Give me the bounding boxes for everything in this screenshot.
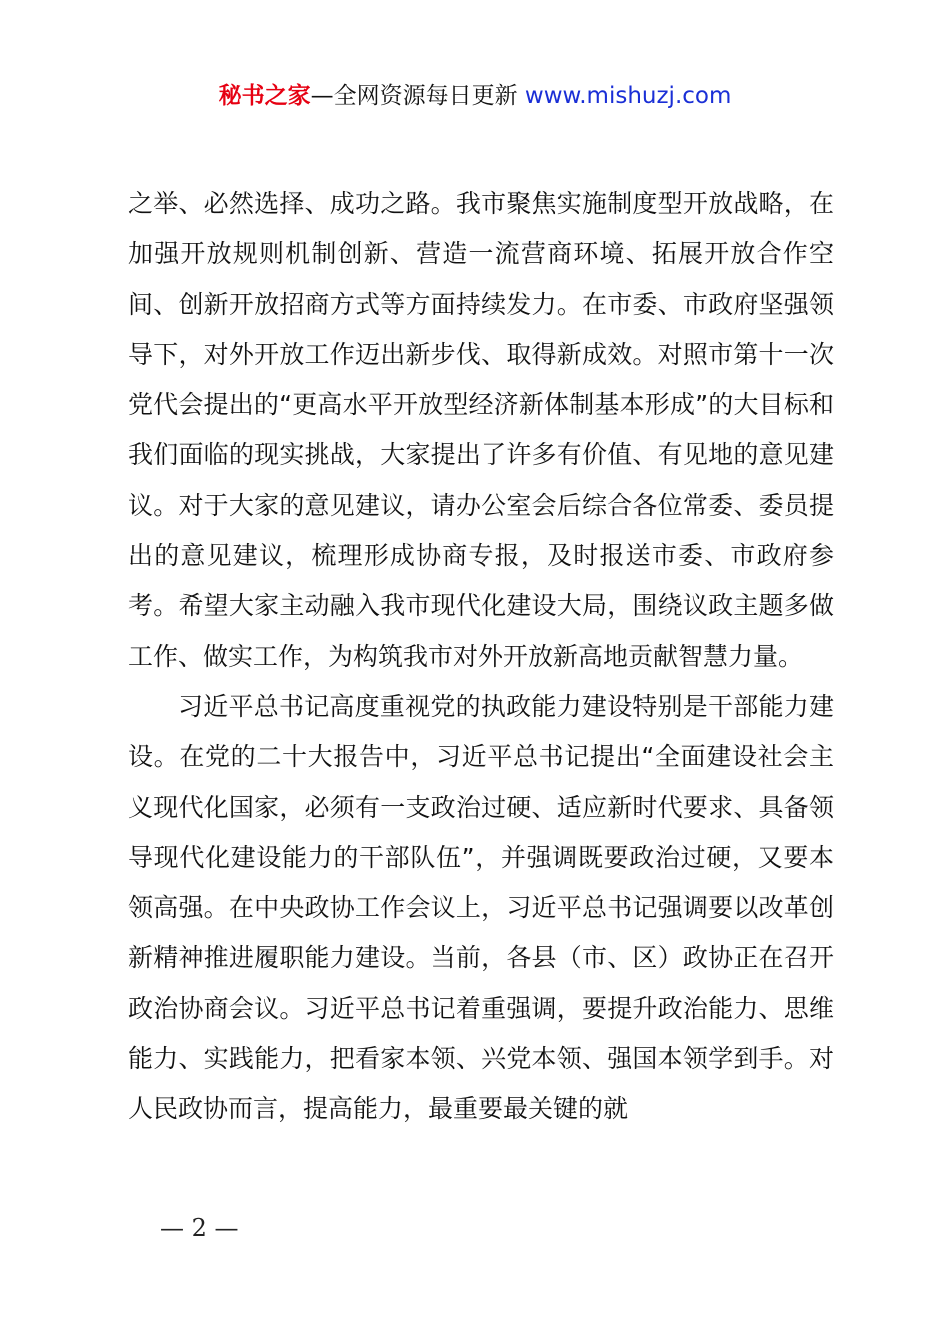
page-number: — 2 — xyxy=(160,1214,239,1242)
header-brand: 秘书之家 xyxy=(218,83,311,109)
page-header xyxy=(0,78,950,114)
document-body xyxy=(128,179,834,1135)
body-paragraph-2: 习近平总书记高度重视党的执政能力建设特别是干部能力建设。在党的二十大报告中，习近平总书记提出“全面建设社会主义现代化国家，必须有一支政治过硬、适应新时代要求、具备领导现代化建设能力的干部队伍”，并强调既要政治过硬，又要本领高强。在中央政协工作会议上，习近平总书记强调要以改革创新精神推进履职能力建设。当前，各县（市、区）政协正在召开政治协商会议。习近平总书记着重强调，要提升政治能力、思维能力、实践能力，把看家本领、兴党本领、强国本领学到手。对人民政协而言，提高能力，最重要最关键的就 xyxy=(128,691,834,1124)
body-paragraph-1: 之举、必然选择、成功之路。我市聚焦实施制度型开放战略，在加强开放规则机制创新、营造一流营商环境、拓展开放合作空间、创新开放招商方式等方面持续发力。在市委、市政府坚强领导下，对外开放工作迈出新步伐、取得新成效。对照市第十一次党代会提出的“更高水平开放型经济新体制基本形成”的大目标和我们面临的现实挑战，大家提出了许多有价值、有见地的意见建议。对于大家的意见建议，请办公室会后综合各位常委、委员提出的意见建议，梳理形成协商专报，及时报送市委、市政府参考。希望大家主动融入我市现代化建设大局，围绕议政主题多做工作、做实工作，为构筑我市对外开放新高地贡献智慧力量。 xyxy=(128,189,834,671)
header-url-link[interactable]: www.mishuzj.com xyxy=(524,83,732,109)
header-tagline: —全网资源每日更新 xyxy=(310,83,525,109)
